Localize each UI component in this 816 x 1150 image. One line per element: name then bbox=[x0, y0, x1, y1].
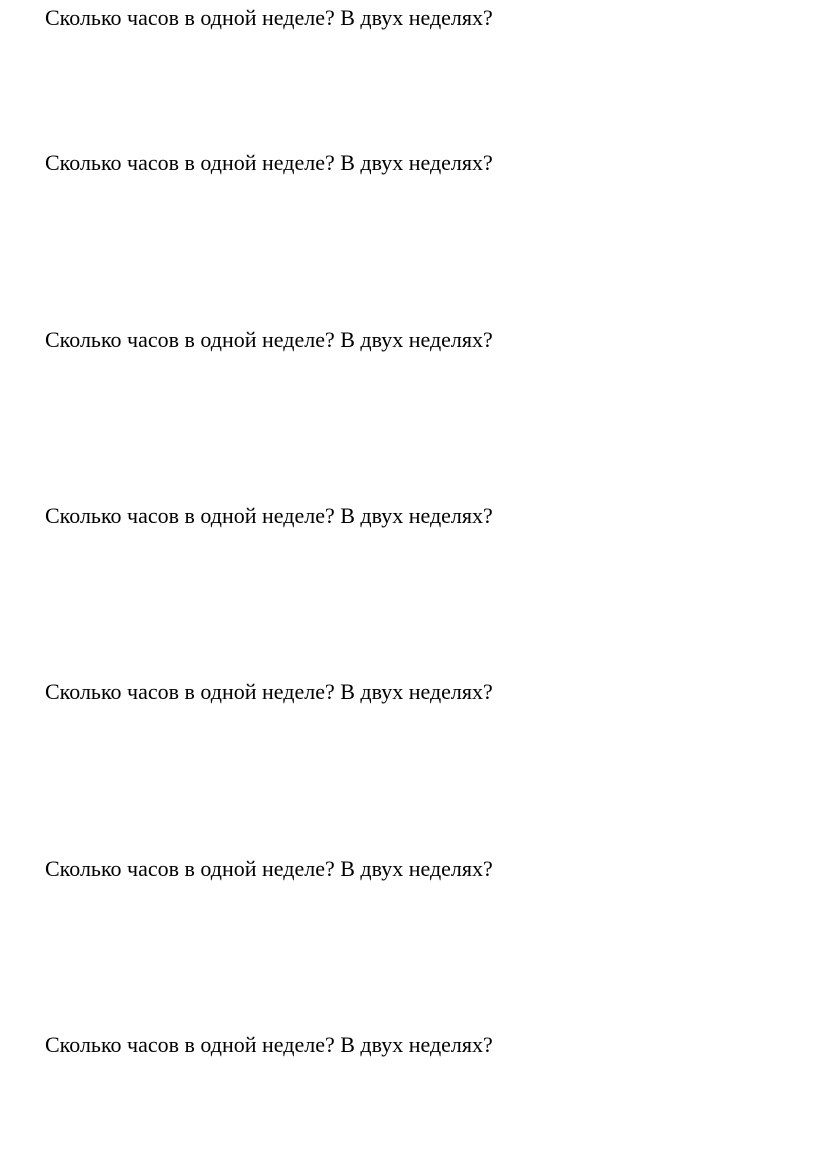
question-text: Сколько часов в одной неделе? В двух неделях? bbox=[45, 327, 493, 352]
question-text: Сколько часов в одной неделе? В двух неделях? bbox=[45, 1032, 493, 1057]
question-text: Сколько часов в одной неделе? В двух неделях? bbox=[45, 503, 493, 528]
question-text: Сколько часов в одной неделе? В двух неделях? bbox=[45, 679, 493, 704]
question-text: Сколько часов в одной неделе? В двух неделях? bbox=[45, 5, 493, 30]
question-text: Сколько часов в одной неделе? В двух неделях? bbox=[45, 856, 493, 881]
question-text: Сколько часов в одной неделе? В двух неделях? bbox=[45, 150, 493, 175]
